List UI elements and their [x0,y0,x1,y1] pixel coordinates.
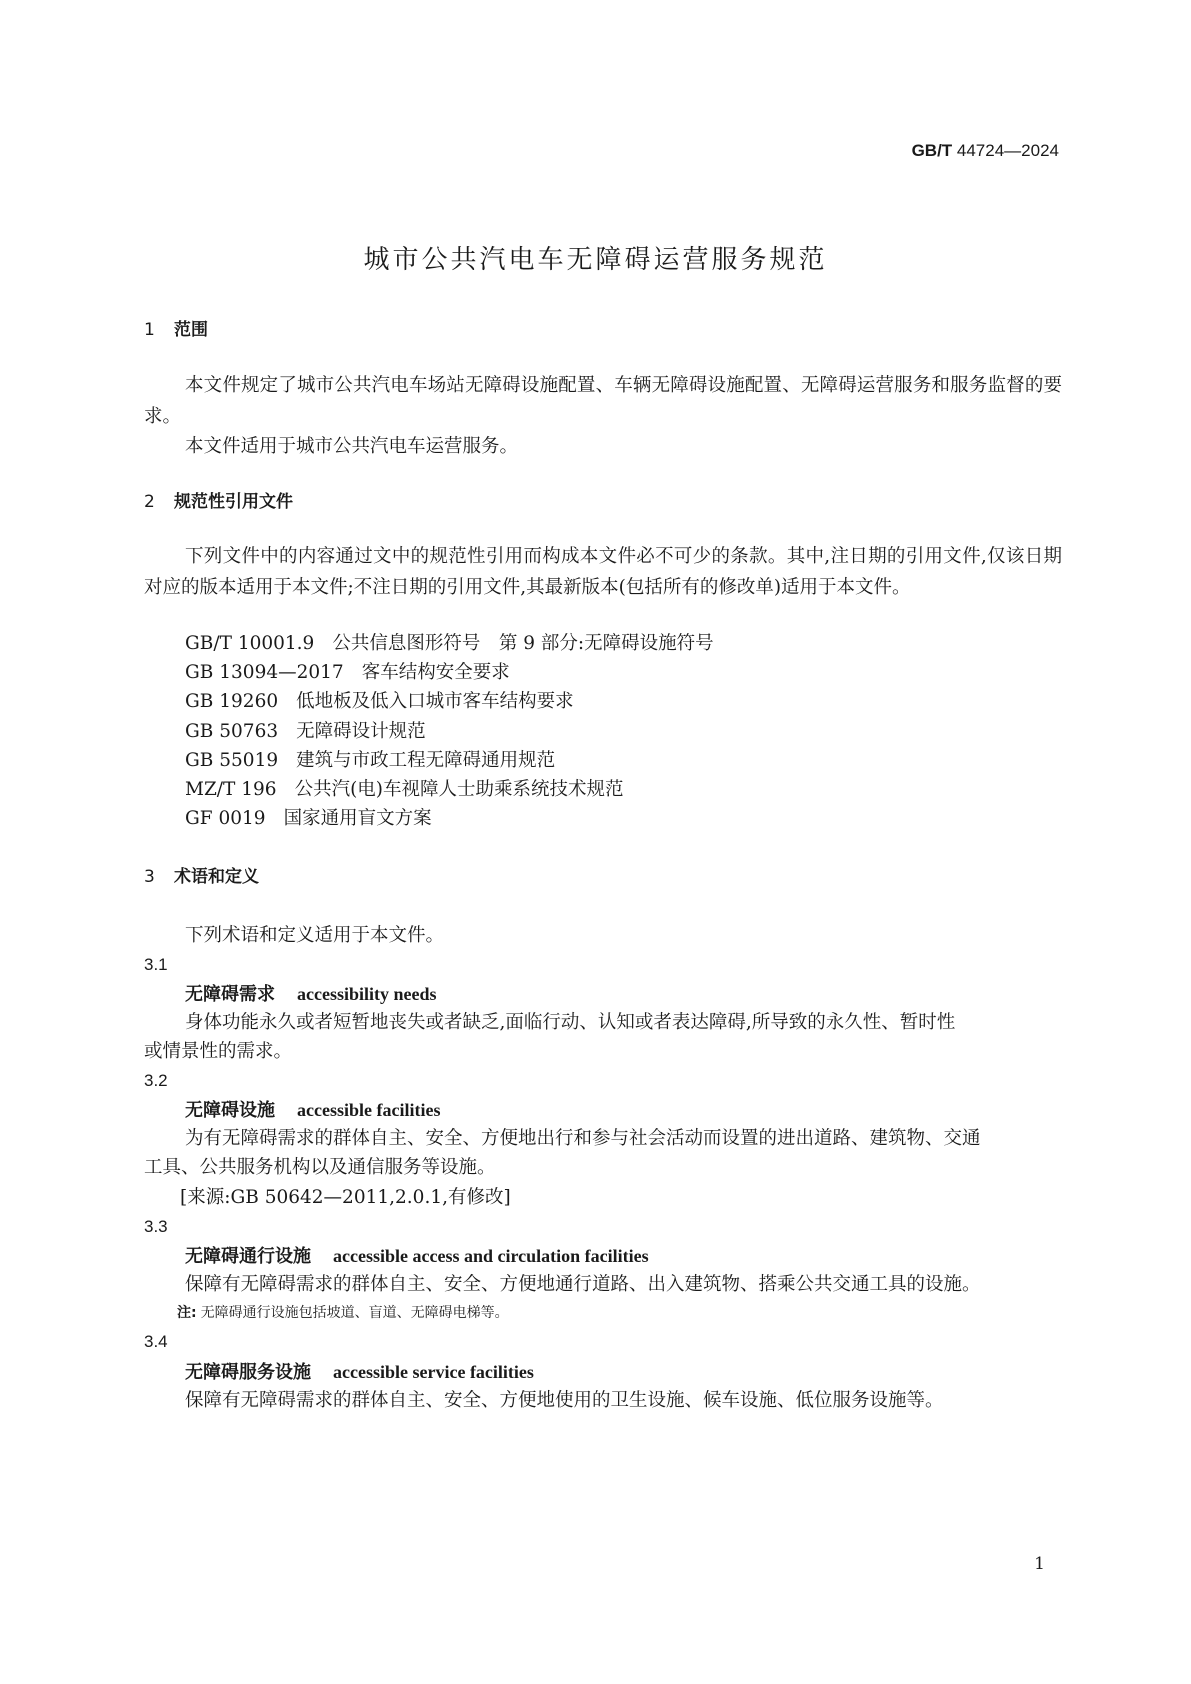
reference-item [185,720,426,744]
reference-item [185,749,555,773]
section-1-paragraph-2: 本文件适用于城市公共汽电车运营服务。 [185,436,519,457]
term-3-1-zh: 无障碍需求 [185,984,275,1005]
section-1-heading [144,319,208,341]
standard-code-number: 44724—2024 [952,141,1059,160]
reference-title: 国家通用盲文方案 [283,808,432,829]
term-3-2-source: [来源:GB 50642—2011,2.0.1,有修改] [180,1187,511,1208]
section-2-heading [144,491,293,513]
reference-item [185,807,432,831]
reference-item [185,661,510,685]
term-3-1-definition-line-2: 或情景性的需求。 [144,1041,293,1062]
section-3-intro: 下列术语和定义适用于本文件。 [185,925,445,946]
term-3-3-en: accessible access and circulation facilities [333,1246,649,1266]
reference-code: GB 19260 [185,691,279,712]
reference-code: MZ/T 196 [185,779,277,800]
reference-item [185,778,624,802]
term-3-1-heading [185,982,437,1007]
term-3-1-en: accessibility needs [297,984,437,1004]
section-1-title: 范围 [174,320,208,340]
reference-code: GB 13094—2017 [185,662,344,683]
term-3-3-definition-line-1: 保障有无障碍需求的群体自主、安全、方便地通行道路、出入建筑物、搭乘公共交通工具的设施。 [185,1274,981,1295]
section-2-paragraph-1: 下列文件中的内容通过文中的规范性引用而构成本文件必不可少的条款。其中,注日期的引用文件,仅该日期对应的版本适用于本文件;不注日期的引用文件,其最新版本(包括所有的修改单)适用于本文件。 [144,546,1062,598]
term-3-4-number: 3.4 [144,1332,168,1351]
reference-item [185,632,714,656]
term-3-1-definition-line-1: 身体功能永久或者短暂地丧失或者缺乏,面临行动、认知或者表达障碍,所导致的永久性、暂时性 [185,1012,956,1033]
term-3-2-definition-line-2: 工具、公共服务机构以及通信服务等设施。 [144,1157,496,1178]
note-text: 无障碍通行设施包括坡道、盲道、无障碍电梯等。 [200,1305,509,1321]
reference-item [185,690,574,714]
page-number: 1 [1034,1554,1045,1574]
term-3-3-zh: 无障碍通行设施 [185,1246,311,1267]
reference-title: 无障碍设计规范 [296,721,426,742]
reference-code: GB 55019 [185,750,279,771]
section-3-title: 术语和定义 [174,867,259,887]
reference-code: GB 50763 [185,721,279,742]
section-1-number: 1 [144,320,155,340]
reference-title: 公共信息图形符号 第 9 部分:无障碍设施符号 [332,633,714,654]
note-label: 注: [177,1305,197,1321]
term-3-3-note [177,1303,509,1323]
term-3-3-heading [185,1244,649,1269]
term-3-3-number: 3.3 [144,1217,168,1236]
section-2-number: 2 [144,492,155,512]
document-title: 城市公共汽电车无障碍运营服务规范 [363,245,828,275]
reference-code: GF 0019 [185,808,266,829]
term-3-4-zh: 无障碍服务设施 [185,1362,311,1383]
term-3-4-en: accessible service facilities [333,1362,534,1382]
term-3-2-en: accessible facilities [297,1100,441,1120]
reference-title: 低地板及低入口城市客车结构要求 [296,691,574,712]
term-3-4-heading [185,1360,534,1385]
section-3-heading [144,866,259,888]
reference-title: 建筑与市政工程无障碍通用规范 [296,750,556,771]
reference-title: 公共汽(电)车视障人士助乘系统技术规范 [294,779,624,800]
reference-code: GB/T 10001.9 [185,633,315,654]
section-3-number: 3 [144,867,155,887]
section-2-title: 规范性引用文件 [174,492,293,512]
term-3-4-definition-line-1: 保障有无障碍需求的群体自主、安全、方便地使用的卫生设施、候车设施、低位服务设施等。 [185,1390,944,1411]
term-3-2-number: 3.2 [144,1071,168,1090]
term-3-1-number: 3.1 [144,955,168,974]
term-3-2-zh: 无障碍设施 [185,1100,275,1121]
term-3-2-definition-line-1: 为有无障碍需求的群体自主、安全、方便地出行和参与社会活动而设置的进出道路、建筑物、交通 [185,1128,981,1149]
reference-title: 客车结构安全要求 [361,662,510,683]
standard-code [912,141,1059,161]
term-3-2-heading [185,1098,440,1123]
standard-code-prefix: GB/T [911,141,953,160]
section-1-paragraph-1: 本文件规定了城市公共汽电车场站无障碍设施配置、车辆无障碍设施配置、无障碍运营服务和服务监督的要求。 [144,375,1062,427]
